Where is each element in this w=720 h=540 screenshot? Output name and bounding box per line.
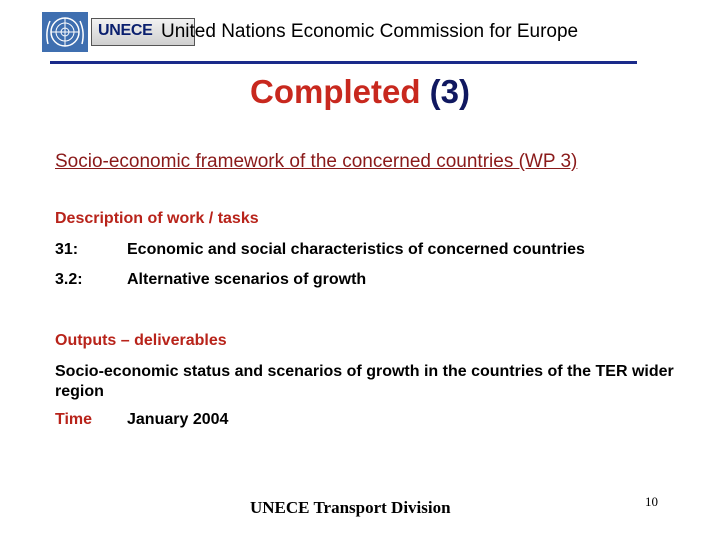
description-label: Description of work / tasks (55, 210, 259, 227)
unece-logo-text: UNECE (98, 22, 153, 39)
footer-division: UNECE Transport Division (250, 498, 451, 517)
task-number-1: 31: (55, 241, 79, 258)
header-rule (50, 61, 637, 64)
task-text-2: Alternative scenarios of growth (127, 271, 367, 288)
time-value: January 2004 (127, 411, 229, 428)
outputs-text: Socio-economic status and scenarios of growth in the countries of the TER wider region (55, 363, 674, 400)
task-text-1: Economic and social characteristics of concerned countries (127, 241, 585, 258)
header (42, 12, 642, 52)
outputs-label: Outputs – deliverables (55, 332, 227, 349)
title-main: Completed (249, 73, 421, 110)
org-name: United Nations Economic Commission for Europe (161, 21, 579, 42)
task-number-2: 3.2: (55, 271, 83, 288)
section-heading[interactable]: Socio-economic framework of the concerned countries (WP 3) (55, 151, 578, 172)
title-count: (3) (429, 73, 471, 110)
time-label: Time (55, 411, 93, 428)
un-emblem-icon (42, 12, 88, 52)
page-number: 10 (645, 494, 658, 509)
slide-title (0, 73, 720, 111)
